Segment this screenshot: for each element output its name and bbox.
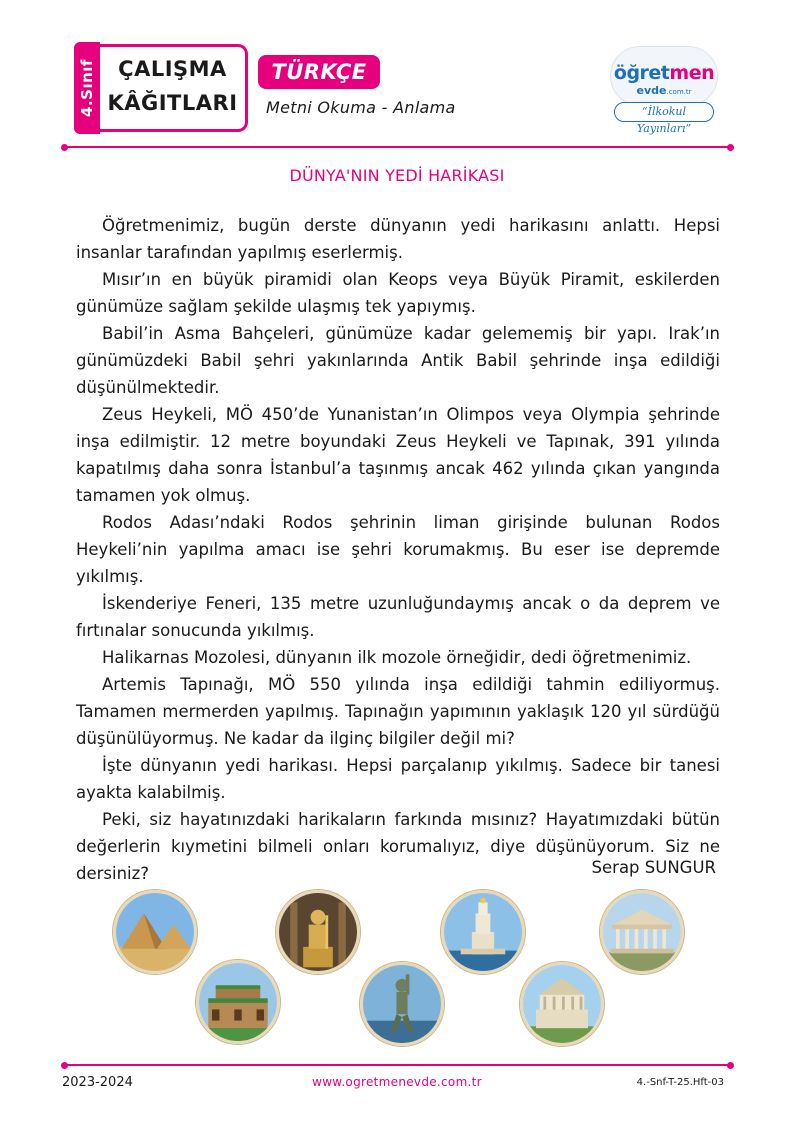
topic-label: Metni Okuma - Anlama <box>266 98 456 117</box>
zeus-statue-image <box>276 890 360 974</box>
pyramid-image <box>113 890 197 974</box>
paragraph: Artemis Tapınağı, MÖ 550 yılında inşa edildiği tahmin ediliyormuş. Tamamen mermerden yapılmış. Tapınağın yapımının yaklaşık 120 yıl sürdüğü düşünülüyormuş. Ne kadar da ilginç bilgiler değil mi? <box>76 675 720 748</box>
logo-name <box>606 62 722 84</box>
worksheet-title-box <box>100 44 248 132</box>
logo-tagline: “İlkokul Yayınları” <box>614 102 714 122</box>
paragraph: İşte dünyanın yedi harikası. Hepsi parçalanıp yıkılmış. Sadece bir tanesi ayakta kalabilmiş. <box>76 756 720 802</box>
paragraph: Halikarnas Mozolesi, dünyanın ilk mozole örneğidir, dedi öğretmenimiz. <box>102 648 692 667</box>
hanging-gardens-image <box>196 960 280 1044</box>
paragraph: Zeus Heykeli, MÖ 450’de Yunanistan’ın Olimpos veya Olympia şehrinde inşa edilmiştir. 12 metre boyundaki Zeus Heykeli ve Tapınak, 391 yılında kapatılmış daha sonra İstanbul’a taşınmış ancak 462 yılında çıkan yangında tamamen yok olmuş. <box>76 405 720 505</box>
divider-dot-right <box>727 144 734 151</box>
author-name: Serap SUNGUR <box>591 858 716 877</box>
lighthouse-image <box>441 890 525 974</box>
footer-code: 4.-Snf-T-25.Hft-03 <box>636 1077 724 1088</box>
logo-name-part2: men <box>669 62 715 84</box>
logo-domain: .com.tr <box>666 88 692 96</box>
paragraph: Mısır’ın en büyük piramidi olan Keops veya Büyük Piramit, eskilerden günümüze sağlam şekilde ulaşmış tek yapıymış. <box>76 270 720 316</box>
paragraph: Öğretmenimiz, bugün derste dünyanın yedi harikasını anlattı. Hepsi insanlar tarafından yapılmış eserlermiş. <box>76 216 720 262</box>
logo-sub <box>606 84 722 97</box>
footer-dot-left <box>61 1062 68 1069</box>
publisher-logo <box>606 46 722 135</box>
paragraph: Rodos Adası’ndaki Rodos şehrinin liman girişinde bulunan Rodos Heykeli’nin yapılma amacı ise şehri korumakmış. Bu eser ise depremde yıkılmış. <box>76 513 720 586</box>
footer-website-link[interactable]: www.ogretmenevde.com.tr <box>312 1075 482 1089</box>
grade-label: 4.Sınıf <box>78 59 96 117</box>
footer-divider <box>64 1064 730 1066</box>
footer-year: 2023-2024 <box>62 1075 133 1090</box>
artemis-temple-image <box>600 890 684 974</box>
paragraph: Peki, siz hayatınızdaki harikaların farkında mısınız? Hayatımızdaki bütün değerlerin kıymetini bilmeli onları korumalıyız, diye düşünüyorum. Siz ne dersiniz? <box>76 810 720 883</box>
mausoleum-image <box>520 962 604 1046</box>
worksheet-title-line1: ÇALIŞMA <box>118 57 227 81</box>
paragraph: Babil’in Asma Bahçeleri, günümüze kadar gelememiş bir yapı. Irak’ın günümüzdeki Babil şehri yakınlarında Antik Babil şehrinde inşa edildiği düşünülmektedir. <box>76 324 720 397</box>
logo-name-part1: öğret <box>613 62 670 84</box>
subject-badge: TÜRKÇE <box>258 55 380 89</box>
document-body <box>76 212 720 887</box>
document-title: DÜNYA'NIN YEDİ HARİKASI <box>289 166 505 185</box>
footer-dot-right <box>727 1062 734 1069</box>
divider-dot-left <box>61 144 68 151</box>
grade-tab <box>74 42 100 134</box>
logo-name-part3: evde <box>636 84 667 97</box>
worksheet-title-line2: KÂĞITLARI <box>107 91 238 115</box>
paragraph: İskenderiye Feneri, 135 metre uzunluğundaymış ancak o da deprem ve fırtınalar sonucunda yıkılmış. <box>76 594 720 640</box>
colossus-image <box>360 962 444 1046</box>
header-divider <box>64 146 730 148</box>
